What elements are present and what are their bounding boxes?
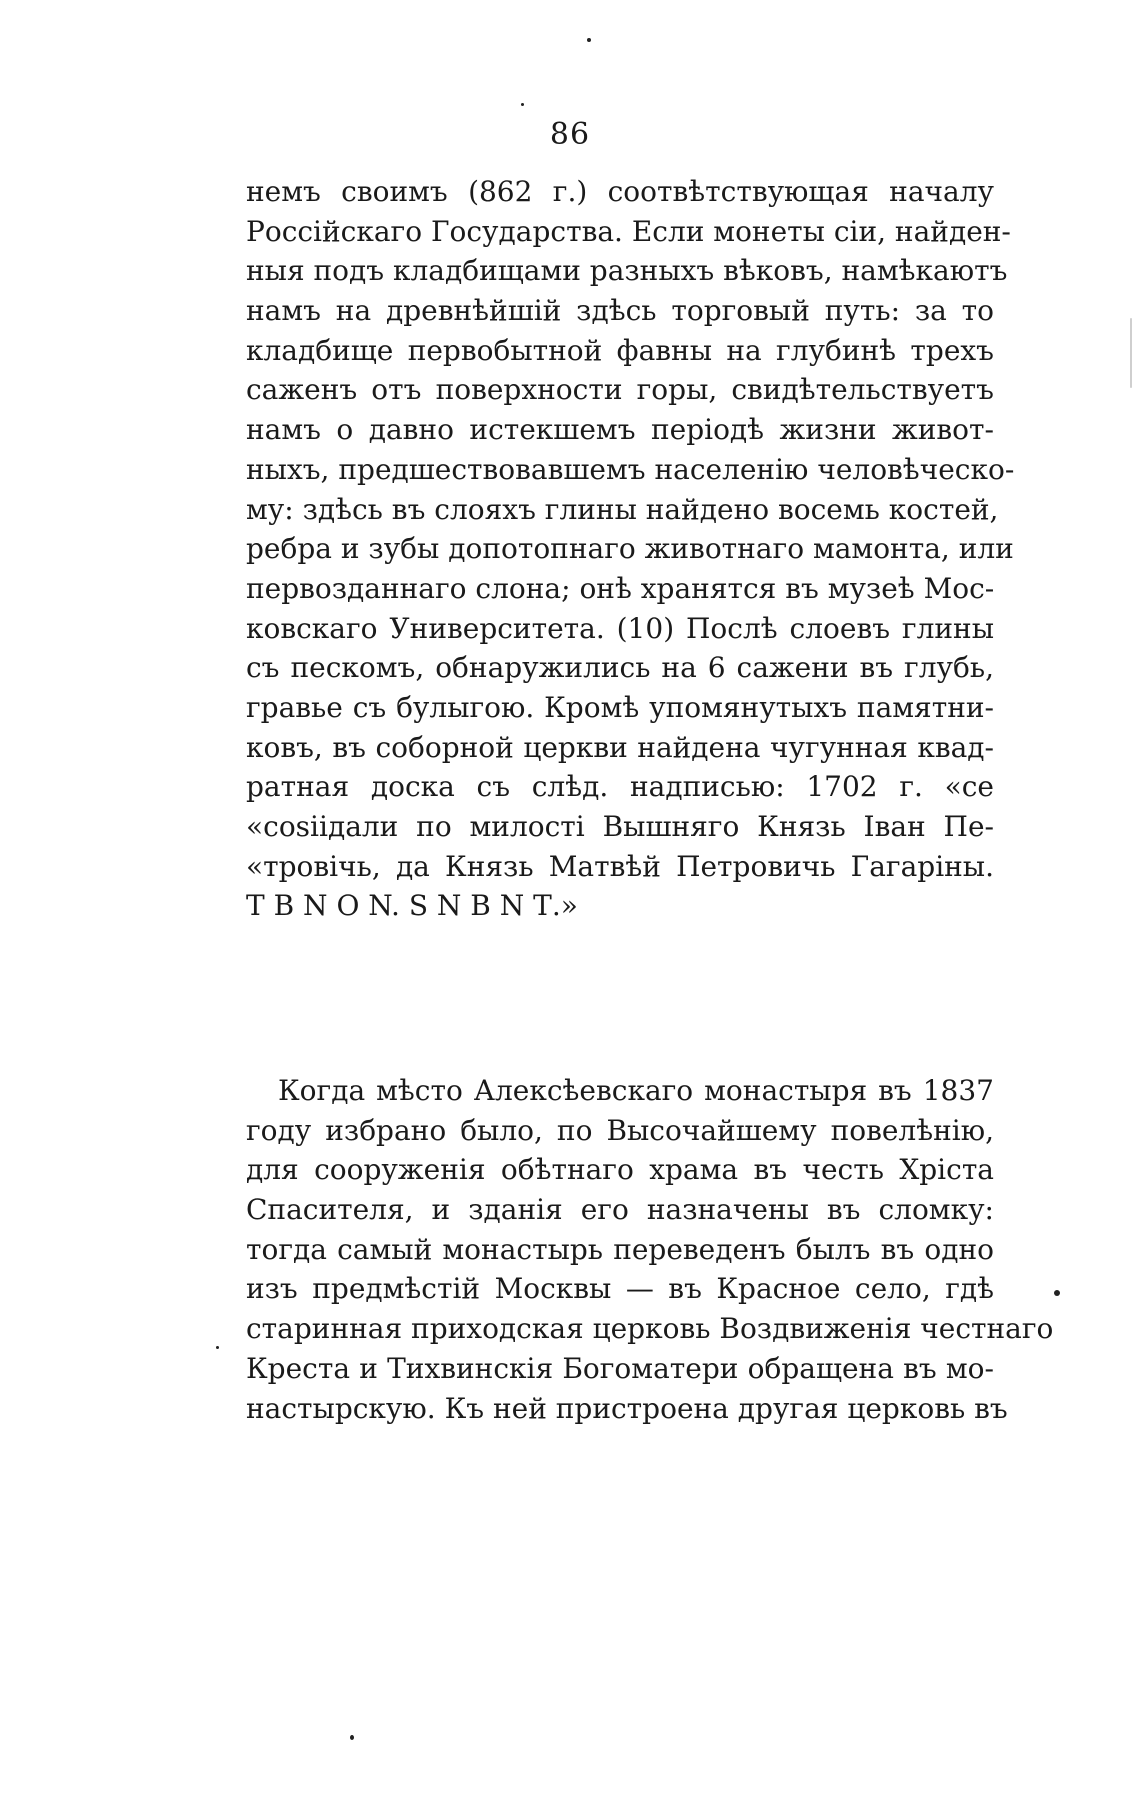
text-line: гравье съ булыгою. Кромѣ упомянутыхъ памятни-: [246, 690, 994, 724]
text-line: старинная приходская церковь Воздвиженія честнаго: [246, 1312, 1054, 1346]
text-line: тогда самый монастырь переведенъ былъ въ одно: [246, 1232, 994, 1266]
text-line: «cosiідали по милості Вышняго Князь Іван Пе-: [246, 810, 994, 843]
paragraph-2: [246, 1071, 1054, 1428]
text-line: ковскаго Университета. (10) Послѣ слоевъ глины: [246, 611, 994, 645]
text-line: кладбище первобытной фавны на глубинѣ трехъ: [246, 333, 994, 367]
text-line: для сооруженія обѣтнаго храма въ честь Хріста: [246, 1153, 994, 1187]
scan-speck: [1054, 1290, 1060, 1296]
text-line: немъ своимъ (862 г.) соотвѣтствующая началу: [246, 175, 994, 208]
text-line: съ пескомъ, обнаружились на 6 сажени въ глубь,: [246, 651, 994, 685]
scan-speck: [521, 103, 524, 106]
text-line: намъ о давно истекшемъ періодѣ жизни живот-: [246, 413, 994, 447]
text-line: Т В N О N. S N В N Т.»: [246, 889, 578, 923]
text-line: ребра и зубы допотопнаго животнаго мамонта, или: [246, 532, 1014, 566]
text-line: му: здѣсь въ слояхъ глины найдено восемь костей,: [246, 492, 999, 526]
text-line: Когда мѣсто Алексѣевскаго монастыря въ 1837: [278, 1074, 994, 1107]
text-line: намъ на древнѣйшій здѣсь торговый путь: за то: [246, 294, 994, 328]
page-number: 86: [549, 117, 591, 152]
text-line: саженъ отъ поверхности горы, свидѣтельствуетъ: [246, 373, 994, 407]
text-line: Креста и Тихвинскія Богоматери обращена въ мо-: [246, 1351, 994, 1385]
scan-speck: [1130, 318, 1132, 388]
text-line: ратная доска съ слѣд. надписью: 1702 г. «се: [246, 770, 994, 804]
scan-speck: [350, 1735, 354, 1740]
scan-speck: [216, 1346, 219, 1349]
text-line: году избрано было, по Высочайшему повелѣнію,: [246, 1113, 994, 1147]
text-line: ковъ, въ соборной церкви найдена чугунная квад-: [246, 730, 994, 764]
text-line: изъ предмѣстій Москвы — въ Красное село, гдѣ: [246, 1272, 994, 1306]
text-line: настырскую. Къ ней пристроена другая церковь въ: [246, 1391, 1008, 1425]
text-line: Россійскаго Государства. Если монеты сіи, найден-: [246, 214, 1011, 248]
text-line: первозданнаго слона; онѣ хранятся въ музеѣ Мос-: [246, 571, 995, 605]
paragraph-1: [246, 172, 1015, 926]
scan-speck: [587, 38, 591, 42]
text-line: «тровічь, да Князь Матвѣй Петровичь Гагаріны.: [246, 849, 994, 883]
text-line: Спасителя, и зданія его назначены въ сломку:: [246, 1193, 994, 1227]
text-line: ныхъ, предшествовавшемъ населенію человѣческо-: [246, 452, 1015, 486]
text-line: ныя подъ кладбищами разныхъ вѣковъ, намѣкаютъ: [246, 254, 1008, 288]
